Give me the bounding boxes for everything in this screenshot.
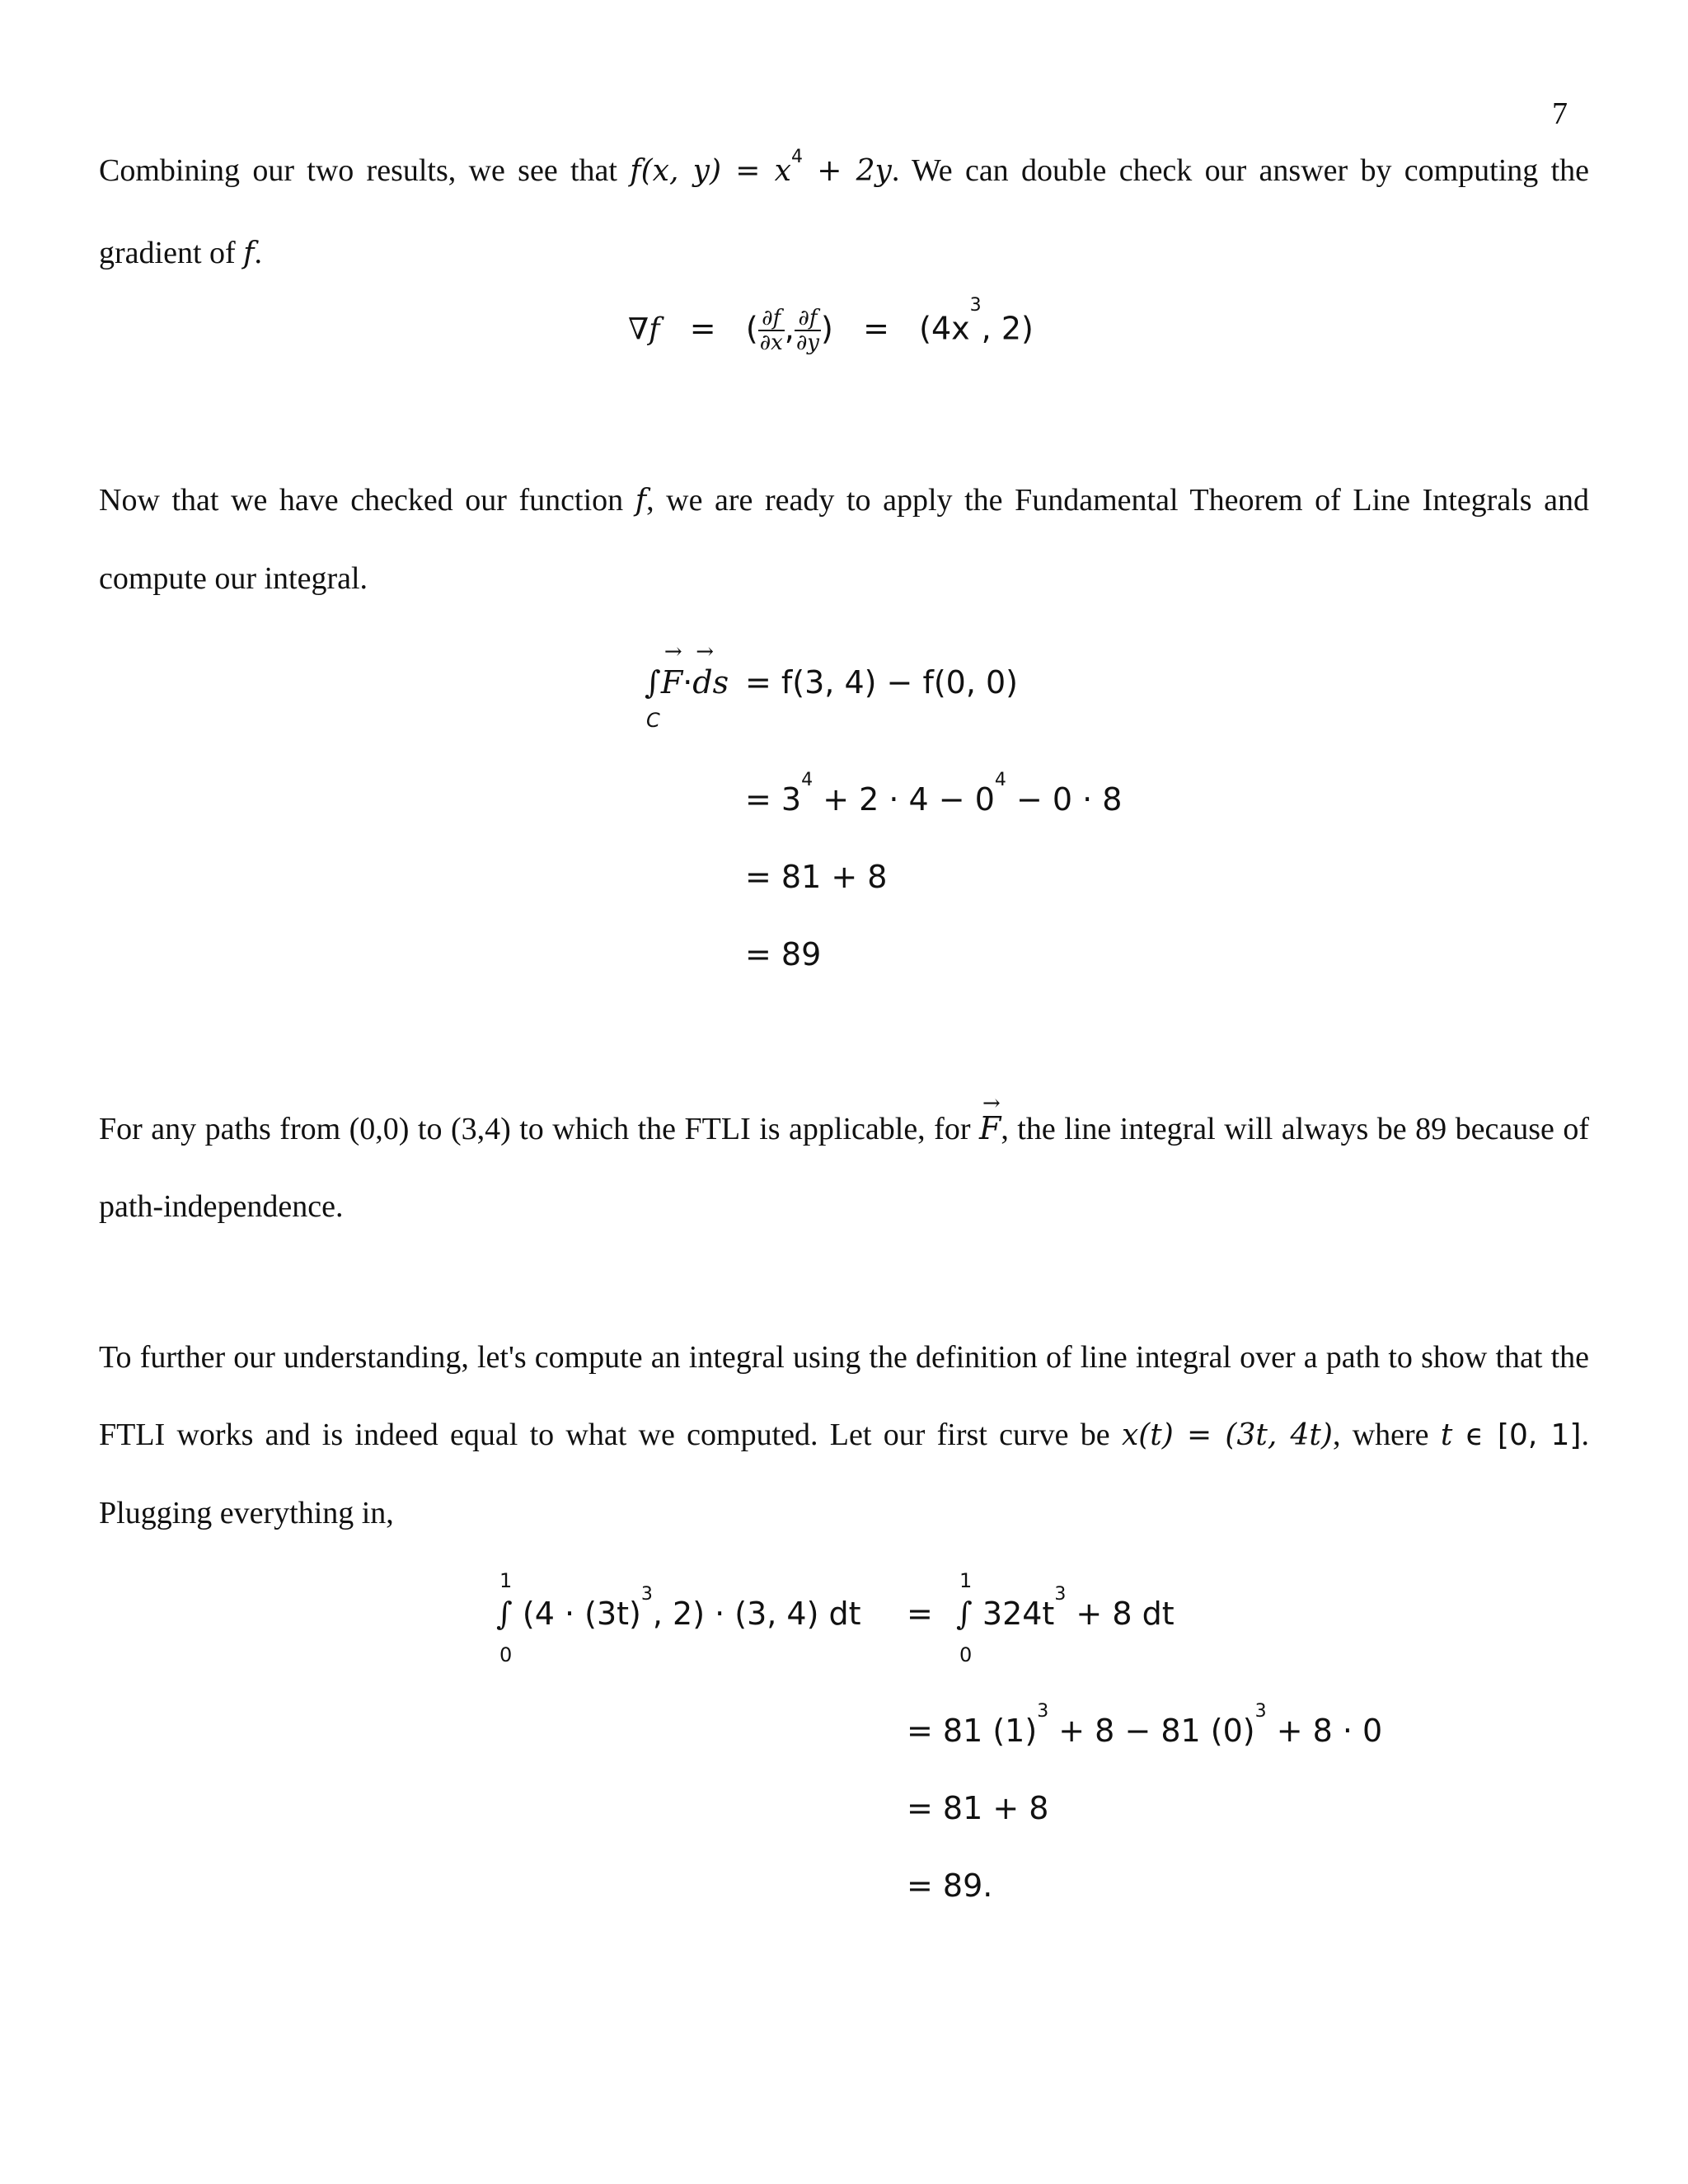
paragraph-further-understanding — [99, 1319, 1589, 1552]
vector-ds: → ds — [692, 664, 729, 701]
para4-t: t — [1440, 1418, 1453, 1452]
para2-text-a: Now that we have checked our function — [99, 483, 635, 518]
param-line-3: = 81 + 8 — [907, 1790, 1049, 1826]
partial-f-x-fraction: $\frac{\partial f}{\partial x}$ — [759, 306, 783, 355]
ftli-line-2: = $3^4 + 2 \cdot 4 - 0^4 - 0 \cdot 8$ — [745, 770, 1123, 818]
para1-period: . — [254, 236, 262, 270]
para3-vector-f: → F — [979, 1090, 1001, 1167]
para3-text-b: , the line integral will always be 89 because of path-independence. — [99, 1112, 1590, 1224]
integral-upper-limit-2: 1 — [959, 1569, 973, 1592]
paragraph-checked-function — [99, 462, 1589, 617]
para1-text-b: . We can double check our answer by computing the gradient of — [99, 153, 1590, 270]
dot: · — [682, 664, 693, 701]
ftli-line-4: = 89 — [745, 936, 822, 972]
param-line-2: = 81 $(1)^3 + 8 - 81$ $(0)^3 + 8 \cdot 0$ — [907, 1701, 1383, 1749]
gradient-rhs-b: , 2) — [981, 310, 1034, 347]
para4-eq: = (3t, 4t) — [1173, 1418, 1333, 1452]
page-number: 7 — [1552, 96, 1568, 131]
ftli-lhs — [645, 664, 729, 701]
gradient-equation — [628, 295, 1034, 355]
paragraph-path-independence — [99, 1090, 1589, 1245]
para4-interval: ϵ [0, 1] — [1452, 1418, 1582, 1452]
param-equals: = — [907, 1596, 933, 1632]
gradient-lhs: ∇f — [628, 312, 660, 347]
para1-exp: 4 — [790, 147, 803, 167]
integral-sign: ∫ — [645, 664, 661, 701]
partial-f-y-fraction: $\frac{\partial f}{\partial y}$ — [795, 306, 819, 355]
para2-text-b: , we are ready to apply the Fundamental Theorem of Line Integrals and compute our integral. — [99, 483, 1589, 596]
para1-f: f — [243, 237, 255, 270]
para1-eq-a: = x — [721, 154, 791, 188]
para4-xt: x(t) — [1121, 1418, 1174, 1452]
gradient-equals: = — [689, 310, 716, 347]
gradient-rhs-a: (4x — [919, 310, 970, 347]
para2-f: f — [635, 484, 647, 518]
para4-text-b: , where — [1332, 1418, 1441, 1452]
para1-text-a: Combining our two results, we see that — [99, 153, 631, 188]
param-line-4: = 89. — [907, 1868, 993, 1904]
vector-f: → F — [661, 664, 682, 701]
paragraph-combining-results — [99, 132, 1589, 293]
para1-eq-b: + 2y — [802, 154, 892, 188]
integral-lower-limit-2: 0 — [959, 1643, 973, 1666]
integral-upper-limit: 1 — [499, 1569, 513, 1592]
para1-fxy: f(x, y) — [630, 154, 722, 188]
integral-subscript-c: C — [646, 709, 660, 732]
gradient-close: ) — [820, 310, 833, 347]
gradient-open: ( — [745, 310, 758, 347]
ftli-line-1: = f(3, 4) − f(0, 0) — [745, 664, 1018, 701]
ftli-line-3: = 81 + 8 — [745, 859, 888, 895]
param-lhs: ∫ ($4 \cdot (3t)^3$, 2) · (3, 4) dt — [496, 1584, 861, 1632]
gradient-rhs-exp: 3 — [969, 295, 982, 316]
para4-text-a: To further our understanding, let's compute an integral using the definition of line integral over a path to show that the FTLI works and is indeed equal to what we computed. Let our first curve be — [99, 1340, 1589, 1452]
integral-lower-limit: 0 — [499, 1643, 513, 1666]
gradient-comma: , — [784, 310, 795, 347]
para4-text-c: . Plugging everything in, — [99, 1418, 1589, 1530]
gradient-equals-2: = — [863, 310, 889, 347]
para3-text-a: For any paths from (0,0) to (3,4) to which the FTLI is applicable, for — [99, 1112, 979, 1146]
param-rhs: ∫ $324t^3 + 8$ dt — [956, 1584, 1175, 1632]
